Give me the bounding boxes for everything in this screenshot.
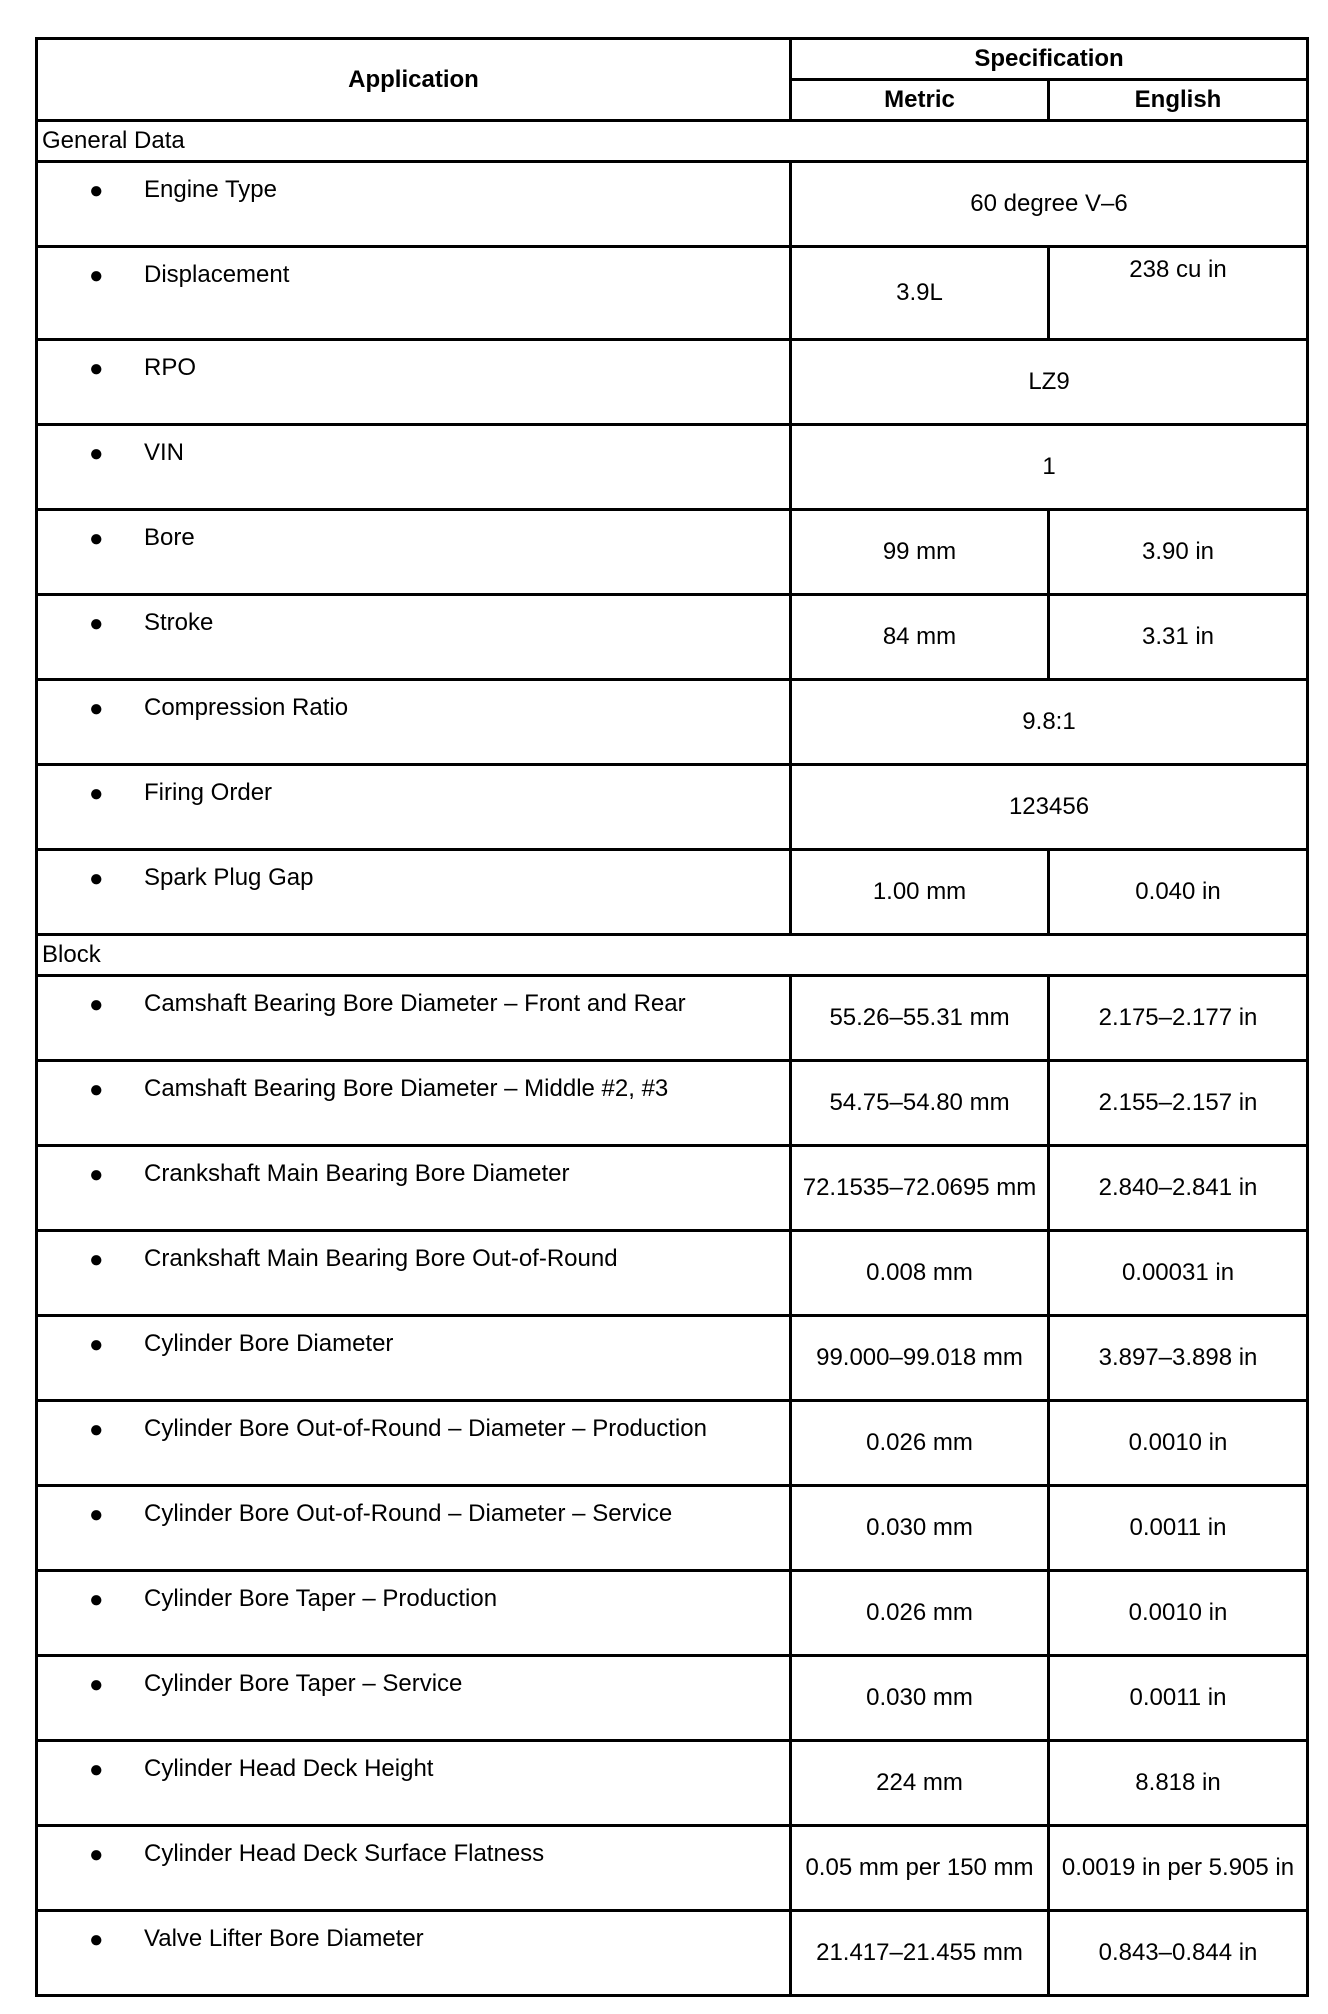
english-header: English	[1049, 80, 1308, 121]
english-value: 0.0011 in	[1049, 1656, 1308, 1741]
application-cell	[37, 1061, 791, 1146]
english-value: 0.0011 in	[1049, 1486, 1308, 1571]
combined-value: 123456	[791, 765, 1308, 850]
metric-value: 84 mm	[791, 595, 1049, 680]
table-row	[37, 680, 1308, 765]
application-cell	[37, 340, 791, 425]
table-row	[37, 595, 1308, 680]
application-cell	[37, 595, 791, 680]
metric-value: 99 mm	[791, 510, 1049, 595]
metric-value: 3.9L	[791, 247, 1049, 340]
section-row	[37, 935, 1308, 976]
application-cell	[37, 765, 791, 850]
specification-header: Specification	[791, 39, 1308, 80]
table-body	[37, 121, 1308, 1996]
application-cell	[37, 1486, 791, 1571]
table-row	[37, 247, 1308, 340]
row-label: RPO	[144, 354, 197, 381]
bullet-icon: ●	[89, 1756, 104, 1783]
bullet-icon: ●	[89, 991, 104, 1018]
row-label: Cylinder Head Deck Height	[144, 1755, 434, 1782]
table-row	[37, 1146, 1308, 1231]
row-label: Firing Order	[144, 779, 273, 806]
section-title: Block	[37, 935, 1308, 976]
metric-value: 1.00 mm	[791, 850, 1049, 935]
combined-value: 60 degree V–6	[791, 162, 1308, 247]
row-label: Camshaft Bearing Bore Diameter – Middle #2, #3	[144, 1075, 669, 1102]
bullet-icon: ●	[89, 1586, 104, 1613]
english-value: 0.843–0.844 in	[1049, 1911, 1308, 1996]
row-label: Cylinder Head Deck Surface Flatness	[144, 1840, 545, 1867]
metric-value: 99.000–99.018 mm	[791, 1316, 1049, 1401]
table-row	[37, 1231, 1308, 1316]
english-value: 2.175–2.177 in	[1049, 976, 1308, 1061]
row-label: Valve Lifter Bore Diameter	[144, 1925, 424, 1952]
combined-value: LZ9	[791, 340, 1308, 425]
bullet-icon: ●	[89, 1161, 104, 1188]
metric-value: 72.1535–72.0695 mm	[791, 1146, 1049, 1231]
table-row	[37, 1571, 1308, 1656]
english-value: 2.155–2.157 in	[1049, 1061, 1308, 1146]
table-row	[37, 1401, 1308, 1486]
row-label: Bore	[144, 524, 195, 551]
metric-value: 0.008 mm	[791, 1231, 1049, 1316]
bullet-icon: ●	[89, 865, 104, 892]
table-row	[37, 1316, 1308, 1401]
row-label: Cylinder Bore Out-of-Round – Diameter – Production	[144, 1415, 707, 1442]
application-cell	[37, 1401, 791, 1486]
table-row	[37, 1656, 1308, 1741]
metric-value: 0.026 mm	[791, 1571, 1049, 1656]
row-label: Cylinder Bore Diameter	[144, 1330, 394, 1357]
english-value: 2.840–2.841 in	[1049, 1146, 1308, 1231]
application-cell	[37, 1741, 791, 1826]
table-row	[37, 340, 1308, 425]
bullet-icon: ●	[89, 695, 104, 722]
bullet-icon: ●	[89, 355, 104, 382]
row-label: Stroke	[144, 609, 214, 636]
metric-value: 55.26–55.31 mm	[791, 976, 1049, 1061]
bullet-icon: ●	[89, 1926, 104, 1953]
row-label: Crankshaft Main Bearing Bore Out-of-Round	[144, 1245, 618, 1272]
table-row	[37, 850, 1308, 935]
metric-header: Metric	[791, 80, 1049, 121]
bullet-icon: ●	[89, 1076, 104, 1103]
table-row	[37, 1826, 1308, 1911]
metric-value: 0.030 mm	[791, 1486, 1049, 1571]
bullet-icon: ●	[89, 262, 104, 289]
table-row	[37, 1061, 1308, 1146]
table-row	[37, 162, 1308, 247]
combined-value: 9.8:1	[791, 680, 1308, 765]
bullet-icon: ●	[89, 1246, 104, 1273]
bullet-icon: ●	[89, 525, 104, 552]
application-cell	[37, 425, 791, 510]
bullet-icon: ●	[89, 780, 104, 807]
table-row	[37, 425, 1308, 510]
row-label: Camshaft Bearing Bore Diameter – Front and Rear	[144, 990, 686, 1017]
table-row	[37, 976, 1308, 1061]
application-cell	[37, 510, 791, 595]
english-value: 8.818 in	[1049, 1741, 1308, 1826]
metric-value: 54.75–54.80 mm	[791, 1061, 1049, 1146]
section-row	[37, 121, 1308, 162]
application-cell	[37, 1571, 791, 1656]
metric-value: 0.026 mm	[791, 1401, 1049, 1486]
bullet-icon: ●	[89, 1416, 104, 1443]
spec-table	[35, 37, 1309, 1997]
english-value: 0.00031 in	[1049, 1231, 1308, 1316]
section-title: General Data	[37, 121, 1308, 162]
english-value: 3.90 in	[1049, 510, 1308, 595]
metric-value: 0.030 mm	[791, 1656, 1049, 1741]
table-row	[37, 510, 1308, 595]
row-label: Crankshaft Main Bearing Bore Diameter	[144, 1160, 570, 1187]
english-value: 3.31 in	[1049, 595, 1308, 680]
bullet-icon: ●	[89, 610, 104, 637]
application-cell	[37, 1316, 791, 1401]
application-header: Application	[37, 39, 791, 121]
row-label: Cylinder Bore Taper – Production	[144, 1585, 498, 1612]
application-cell	[37, 1826, 791, 1911]
row-label: Cylinder Bore Out-of-Round – Diameter – Service	[144, 1500, 673, 1527]
row-label: Spark Plug Gap	[144, 864, 314, 891]
application-cell	[37, 1656, 791, 1741]
bullet-icon: ●	[89, 1331, 104, 1358]
bullet-icon: ●	[89, 177, 104, 204]
row-label: VIN	[144, 439, 185, 466]
english-value: 0.0010 in	[1049, 1401, 1308, 1486]
application-cell	[37, 1146, 791, 1231]
table-header	[37, 39, 1308, 121]
application-cell	[37, 850, 791, 935]
table-row	[37, 1486, 1308, 1571]
english-value: 0.040 in	[1049, 850, 1308, 935]
english-value: 0.0010 in	[1049, 1571, 1308, 1656]
row-label: Displacement	[144, 261, 290, 288]
application-cell	[37, 247, 791, 340]
application-cell	[37, 1231, 791, 1316]
english-value: 0.0019 in per 5.905 in	[1049, 1826, 1308, 1911]
metric-value: 0.05 mm per 150 mm	[791, 1826, 1049, 1911]
table-row	[37, 1741, 1308, 1826]
bullet-icon: ●	[89, 1671, 104, 1698]
application-cell	[37, 1911, 791, 1996]
table-row	[37, 765, 1308, 850]
application-cell	[37, 162, 791, 247]
english-value: 238 cu in	[1049, 247, 1308, 340]
metric-value: 21.417–21.455 mm	[791, 1911, 1049, 1996]
bullet-icon: ●	[89, 440, 104, 467]
row-label: Engine Type	[144, 176, 277, 203]
row-label: Compression Ratio	[144, 694, 349, 721]
bullet-icon: ●	[89, 1841, 104, 1868]
combined-value: 1	[791, 425, 1308, 510]
metric-value: 224 mm	[791, 1741, 1049, 1826]
bullet-icon: ●	[89, 1501, 104, 1528]
table-row	[37, 1911, 1308, 1996]
application-cell	[37, 976, 791, 1061]
application-cell	[37, 680, 791, 765]
row-label: Cylinder Bore Taper – Service	[144, 1670, 463, 1697]
english-value: 3.897–3.898 in	[1049, 1316, 1308, 1401]
